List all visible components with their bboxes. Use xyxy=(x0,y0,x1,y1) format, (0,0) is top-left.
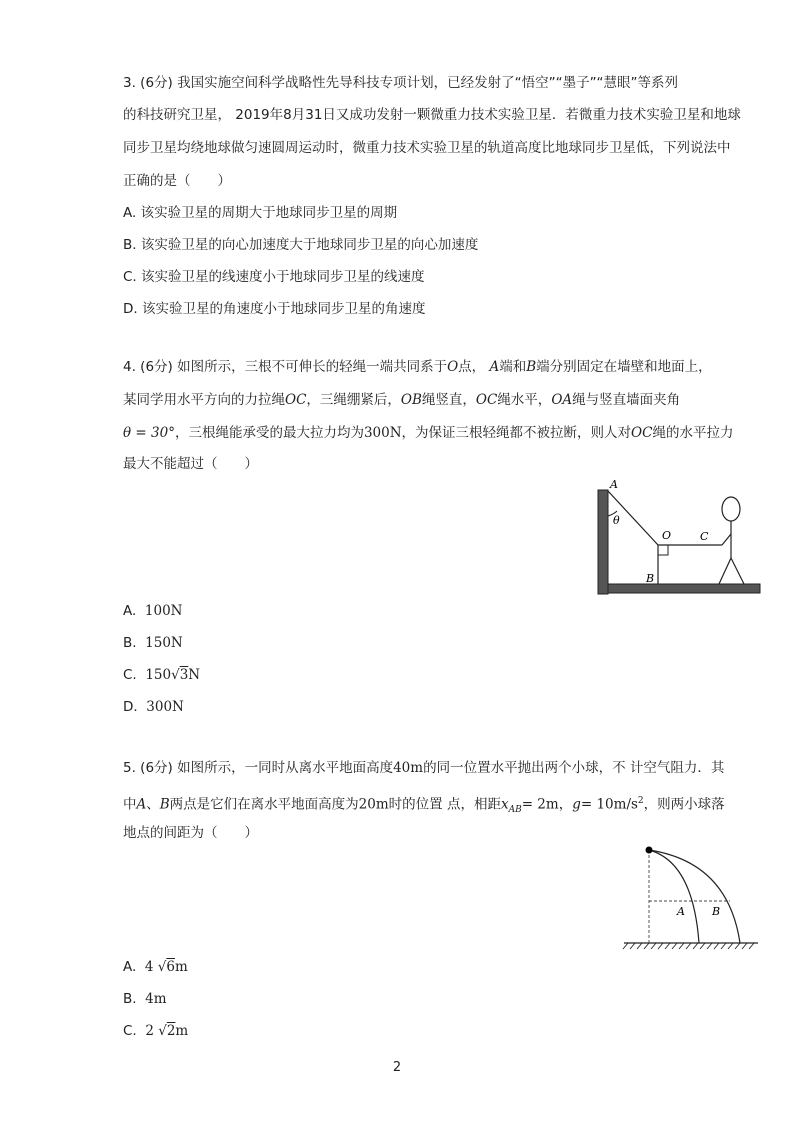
q5-var-g: g xyxy=(572,796,581,813)
q4-stem-line-2 xyxy=(123,391,680,409)
q5-text: 5. (6分) 如图所示，一同时从离水平地面高度 xyxy=(123,760,394,776)
page-number: 2 xyxy=(392,1060,402,1075)
q4-text: 点， xyxy=(458,359,486,375)
q5-subscript-ab: AB xyxy=(508,805,522,816)
q4-option-d xyxy=(123,698,184,716)
sqrt-sign: √ xyxy=(171,667,180,683)
option-value: 150N xyxy=(145,635,183,651)
option-coefficient: 2 xyxy=(145,1023,154,1039)
q4-option-a xyxy=(123,602,182,620)
right-angle-mark xyxy=(658,545,668,555)
option-value: 300N xyxy=(146,699,184,715)
q5-stem-line-1 xyxy=(123,759,724,777)
q4-stem-line-1 xyxy=(123,358,712,376)
q3-option-d: D. 该实验卫星的角速度小于地球同步卫星的角速度 xyxy=(123,301,426,317)
q5-gravity: = 10m/s xyxy=(580,796,638,813)
q4-option-c xyxy=(123,666,200,684)
q4-text: 端和 xyxy=(499,359,527,375)
q3-stem-line-1: 3. (6分) 我国实施空间科学战略性先导科技专项计划，已经发射了“悟空”“墨子”“慧眼”等系列 xyxy=(123,75,679,91)
q4-var-oc: OC xyxy=(475,392,498,408)
q4-text: 某同学用水平方向的力拉绳 xyxy=(123,392,285,408)
wall xyxy=(598,490,608,594)
q4-stem-line-4: 最大不能超过（ ） xyxy=(123,456,258,472)
option-coefficient: 4 xyxy=(144,959,154,975)
label-theta: θ xyxy=(613,514,620,527)
q4-text: 端分别固定在墙壁和地面上， xyxy=(536,359,712,375)
q4-theta-value: θ = 30° xyxy=(123,425,175,441)
q3-option-a: A. 该实验卫星的周期大于地球同步卫星的周期 xyxy=(123,205,398,221)
option-unit: m xyxy=(174,959,188,975)
q4-var-oc: OC xyxy=(285,392,307,408)
q4-var-o: O xyxy=(447,359,459,375)
q4-option-b xyxy=(123,634,183,652)
q5-text: ，则两小球落 xyxy=(643,796,725,813)
option-value: 100N xyxy=(144,603,183,619)
q4-var-oc: OC xyxy=(631,425,653,441)
person-head xyxy=(722,497,740,521)
q3-stem-line-2: 的科技研究卫星， 2019年8月31日又成功发射一颗微重力技术实验卫星．若微重力技术实验卫星和地球 xyxy=(123,107,741,123)
person-leg-right xyxy=(731,558,744,584)
ground xyxy=(608,584,760,593)
q5-height: 40m xyxy=(393,760,424,776)
option-coefficient: 150 xyxy=(145,667,172,683)
q5-distance: = 2m xyxy=(521,796,559,813)
option-letter: A. xyxy=(123,959,137,975)
q4-text: 绳与竖直墙面夹角 xyxy=(572,392,681,408)
q3-option-c: C. 该实验卫星的线速度小于地球同步卫星的线速度 xyxy=(123,269,425,285)
q5-text: 时的位置 点，相距 xyxy=(388,796,501,813)
q4-var-a: A xyxy=(489,359,500,375)
q3-option-b: B. 该实验卫星的向心加速度大于地球同步卫星的向心加速度 xyxy=(123,237,479,253)
q4-stem-line-3 xyxy=(123,424,733,442)
person-leg-left xyxy=(719,558,731,584)
label-b: B xyxy=(646,572,655,585)
option-letter: A. xyxy=(123,603,137,619)
q5-text: 的同一位置水平抛出两个小球，不 计空气阻力．其 xyxy=(423,760,725,776)
q4-var-oa: OA xyxy=(551,392,573,408)
q5-stem-line-3: 地点的间距为（ ） xyxy=(123,825,258,841)
sqrt-sign: √ xyxy=(157,959,167,975)
q5-superscript: 2 xyxy=(637,796,644,806)
sqrt-sign: √ xyxy=(158,1023,167,1039)
q4-text: 4. (6分) 如图所示，三根不可伸长的轻绳一端共同系于 xyxy=(123,359,448,375)
q5-text: 、 xyxy=(146,796,160,813)
q5-option-a xyxy=(123,958,188,976)
label-a: A xyxy=(610,478,618,491)
trajectory-b xyxy=(649,850,740,943)
q5-var-b: B xyxy=(159,796,170,813)
option-letter: D. xyxy=(123,699,138,715)
option-radicand: 2 xyxy=(166,1023,176,1039)
option-letter: B. xyxy=(123,635,137,651)
label-o: O xyxy=(662,529,672,542)
q5-figure xyxy=(618,840,764,952)
option-letter: C. xyxy=(123,1023,137,1039)
q3-stem-line-4: 正确的是（ ） xyxy=(123,173,231,189)
q5-option-c xyxy=(123,1022,188,1040)
option-letter: B. xyxy=(123,991,137,1007)
label-a: A xyxy=(677,905,685,918)
q4-max-tension: 300N xyxy=(363,425,402,441)
option-unit: m xyxy=(175,1023,189,1039)
q4-text: 绳的水平拉力 xyxy=(652,425,734,441)
label-b: B xyxy=(712,905,721,918)
q5-stem-line-2 xyxy=(123,792,725,819)
q4-text: ，三绳绷紧后， xyxy=(306,392,401,408)
person-arm xyxy=(722,534,731,545)
launch-point xyxy=(646,847,653,854)
q4-var-ob: OB xyxy=(400,392,422,408)
q4-text: 绳竖直， xyxy=(421,392,476,408)
q5-height-ab: 20m xyxy=(358,796,389,813)
q5-var-x: x xyxy=(500,796,509,813)
option-letter: C. xyxy=(123,667,137,683)
q4-text: 绳水平， xyxy=(497,392,552,408)
q5-text: ， xyxy=(558,796,573,813)
q5-text: 两点是它们在离水平地面高度为 xyxy=(169,796,359,813)
option-unit: N xyxy=(188,667,201,683)
ground-hatching xyxy=(623,943,754,949)
option-radicand: 3 xyxy=(179,667,189,683)
label-c: C xyxy=(700,530,709,543)
q4-var-b: B xyxy=(526,359,537,375)
q5-var-a: A xyxy=(136,796,147,813)
q5-text: 中 xyxy=(123,796,137,813)
q4-figure xyxy=(594,476,764,596)
q3-stem-line-3: 同步卫星均绕地球做匀速圆周运动时，微重力技术实验卫星的轨道高度比地球同步卫星低，下列说法中 xyxy=(123,140,731,156)
option-value: 4m xyxy=(145,991,167,1007)
q5-option-b xyxy=(123,990,167,1008)
q4-text: ，为保证三根轻绳都不被拉断，则人对 xyxy=(401,425,632,441)
option-radicand: 6 xyxy=(166,959,175,975)
q4-text: ，三根绳能承受的最大拉力均为 xyxy=(174,425,364,441)
